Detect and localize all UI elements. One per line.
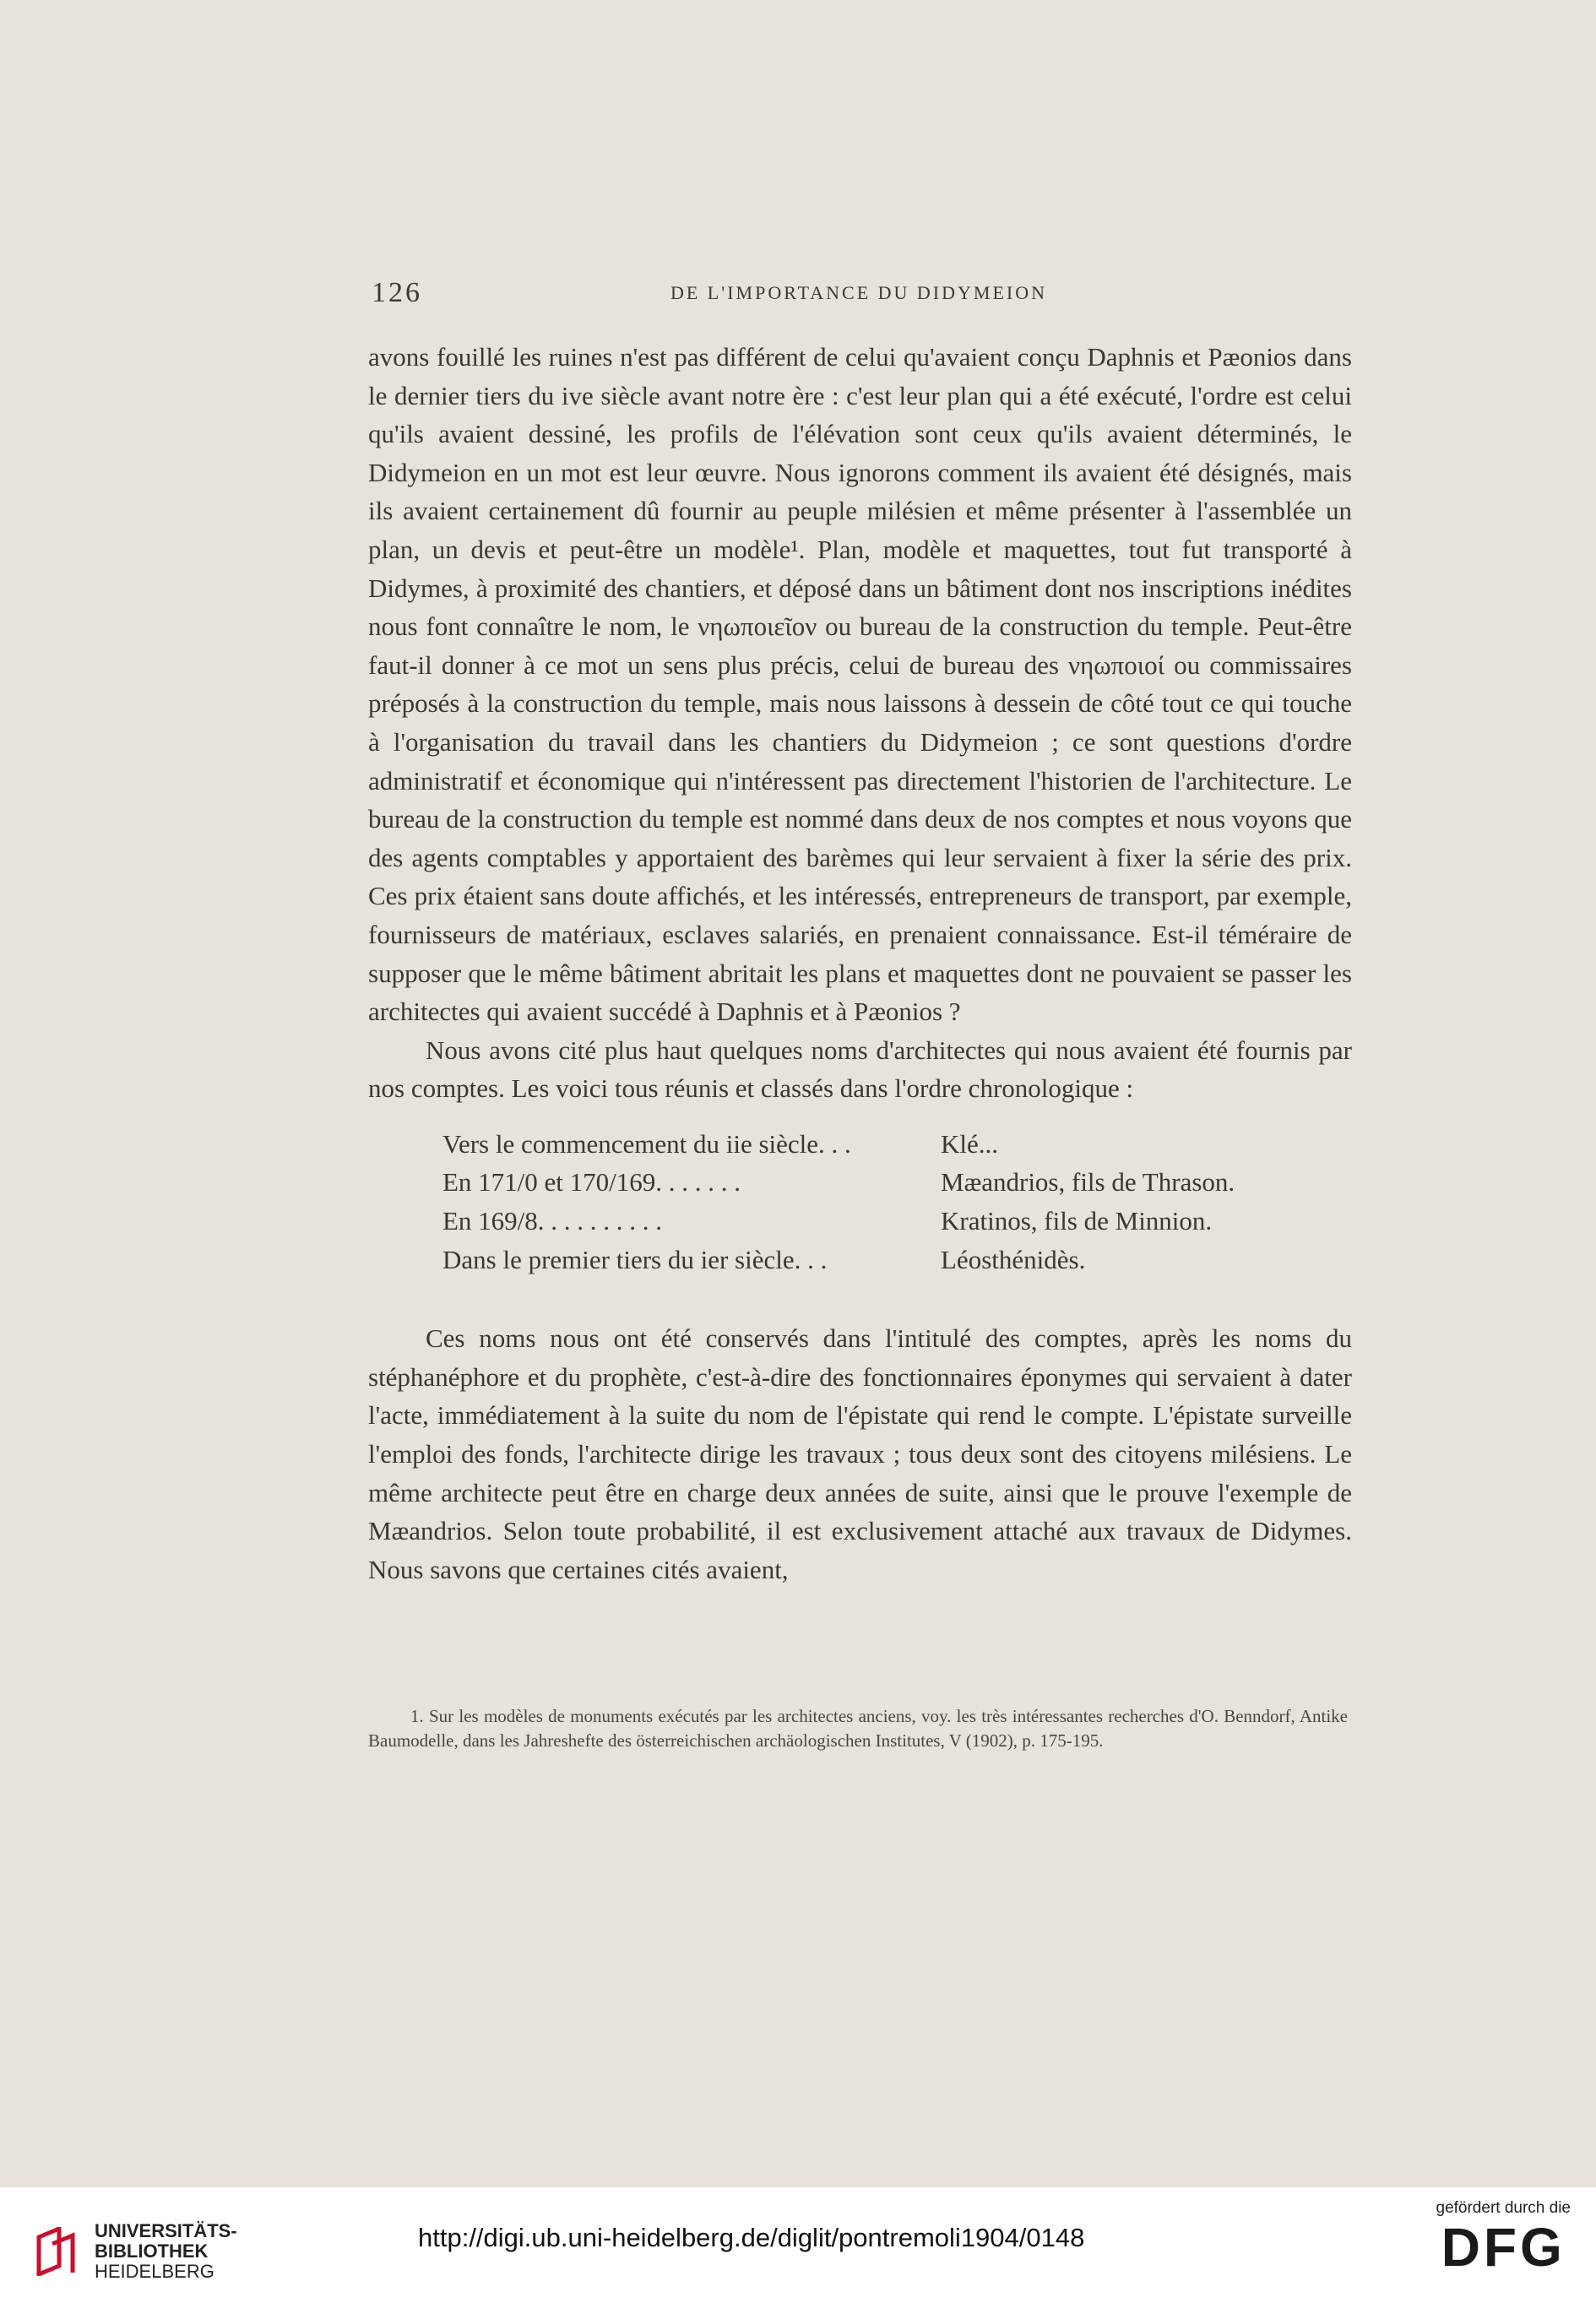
architect-date: Dans le premier tiers du ier siècle. . . <box>442 1244 828 1274</box>
architect-row <box>442 1163 1352 1202</box>
architect-row <box>442 1241 1352 1279</box>
paragraph: Nous avons cité plus haut quelques noms d'architectes qui nous avaient été fournis par nos comptes. Les voici tous réunis et classés dans l'ordre chronologique : <box>368 1035 1352 1104</box>
running-title: DE L'IMPORTANCE DU DIDYMEION <box>670 282 1048 303</box>
architect-name: Léosthénidès. <box>941 1244 1086 1274</box>
permalink[interactable]: http://digi.ub.uni-heidelberg.de/diglit/pontremoli1904/0148 <box>418 2223 1085 2252</box>
architect-name: Klé... <box>941 1128 999 1159</box>
architect-date: Vers le commencement du iie siècle. . . <box>442 1128 851 1159</box>
ub-heidelberg-logo-icon <box>34 2227 79 2276</box>
body-text <box>368 338 1352 1589</box>
paragraph: avons fouillé les ruines n'est pas différent de celui qu'avaient conçu Daphnis et Pæonios dans le dernier tiers du ive siècle avant notre ère : c'est leur plan qui a été exécuté, l'ordre est celui qu'ils avaient dessiné, les profils de l'élévation sont ceux qu'ils avaient déterminés, le Didymeion en un mot est leur œuvre. Nous ignorons comment ils avaient été désignés, mais ils avaient certainement dû fournir au peuple milésien et même présenter à l'assemblée un plan, un devis et peut-être un modèle¹. Plan, modèle et maquettes, tout fut transporté à Didymes, à proximité des chantiers, et déposé dans un bâtiment dont nos inscriptions inédites nous font connaître le nom, le νηωποιεῖον ou bureau de la construction du temple. Peut-être faut-il donner à ce mot un sens plus précis, celui de bureau des νηωποιοί ou commissaires préposés à la construction du temple, mais nous laissons à dessein de côté tout ce qui touche à l'organisation du travail dans les chantiers du Didymeion ; ce sont questions d'ordre administratif et économique qui n'intéressent pas directement l'historien de l'architecture. Le bureau de la construction du temple est nommé dans deux de nos comptes et nous voyons que des agents comptables y apportaient des barèmes qui leur servaient à fixer la série des prix. Ces prix étaient sans doute affichés, et les intéressés, entrepreneurs de transport, par exemple, fournisseurs de matériaux, esclaves salariés, en prenaient connaissance. Est-il téméraire de supposer que le même bâtiment abritait les plans et maquettes dont ne pouvaient se passer les architectes qui avaient succédé à Daphnis et à Pæonios ? <box>368 342 1352 1027</box>
architect-name: Mæandrios, fils de Thrason. <box>941 1167 1235 1198</box>
architect-row <box>442 1202 1352 1241</box>
architect-name: Kratinos, fils de Minnion. <box>941 1206 1213 1236</box>
paragraph: Ces noms nous ont été conservés dans l'intitulé des comptes, après les noms du stéphanéphore et du prophète, c'est-à-dire des fonctionnaires éponymes qui servaient à dater l'acte, immédiatement à la suite du nom de l'épistate qui rend le compte. L'épistate surveille l'emploi des fonds, l'architecte dirige les travaux ; tous deux sont des citoyens milésiens. Le même architecte peut être en charge deux années de suite, ainsi que le prouve l'exemple de Mæandrios. Selon toute probabilité, il est exclusivement attaché aux travaux de Didymes. Nous savons que certaines cités avaient, <box>368 1323 1352 1584</box>
footnote: 1. Sur les modèles de monuments exécutés par les architectes anciens, voy. les très intéressantes recherches d'O. Benndorf, Antike Baumodelle, dans les Jahreshefte des österreichischen archäologischen Institutes, V (1902), p. 175-195. <box>368 1706 1348 1751</box>
dfg-logo: DFG <box>1441 2217 1566 2278</box>
page-number: 126 <box>372 277 422 308</box>
library-name: UNIVERSITÄTS- BIBLIOTHEK HEIDELBERG <box>95 2220 237 2282</box>
funding-label: gefördert durch die <box>1436 2199 1571 2217</box>
architect-date: En 169/8. . . . . . . . . . <box>442 1206 663 1236</box>
viewer-footer <box>0 2187 1596 2303</box>
architect-date: En 171/0 et 170/169. . . . . . . <box>442 1167 741 1198</box>
dfg-funding <box>1436 2199 1572 2277</box>
architect-row <box>442 1125 1352 1164</box>
page-header <box>365 277 1353 314</box>
library-logo[interactable] <box>34 2221 237 2282</box>
architect-list <box>442 1125 1352 1279</box>
